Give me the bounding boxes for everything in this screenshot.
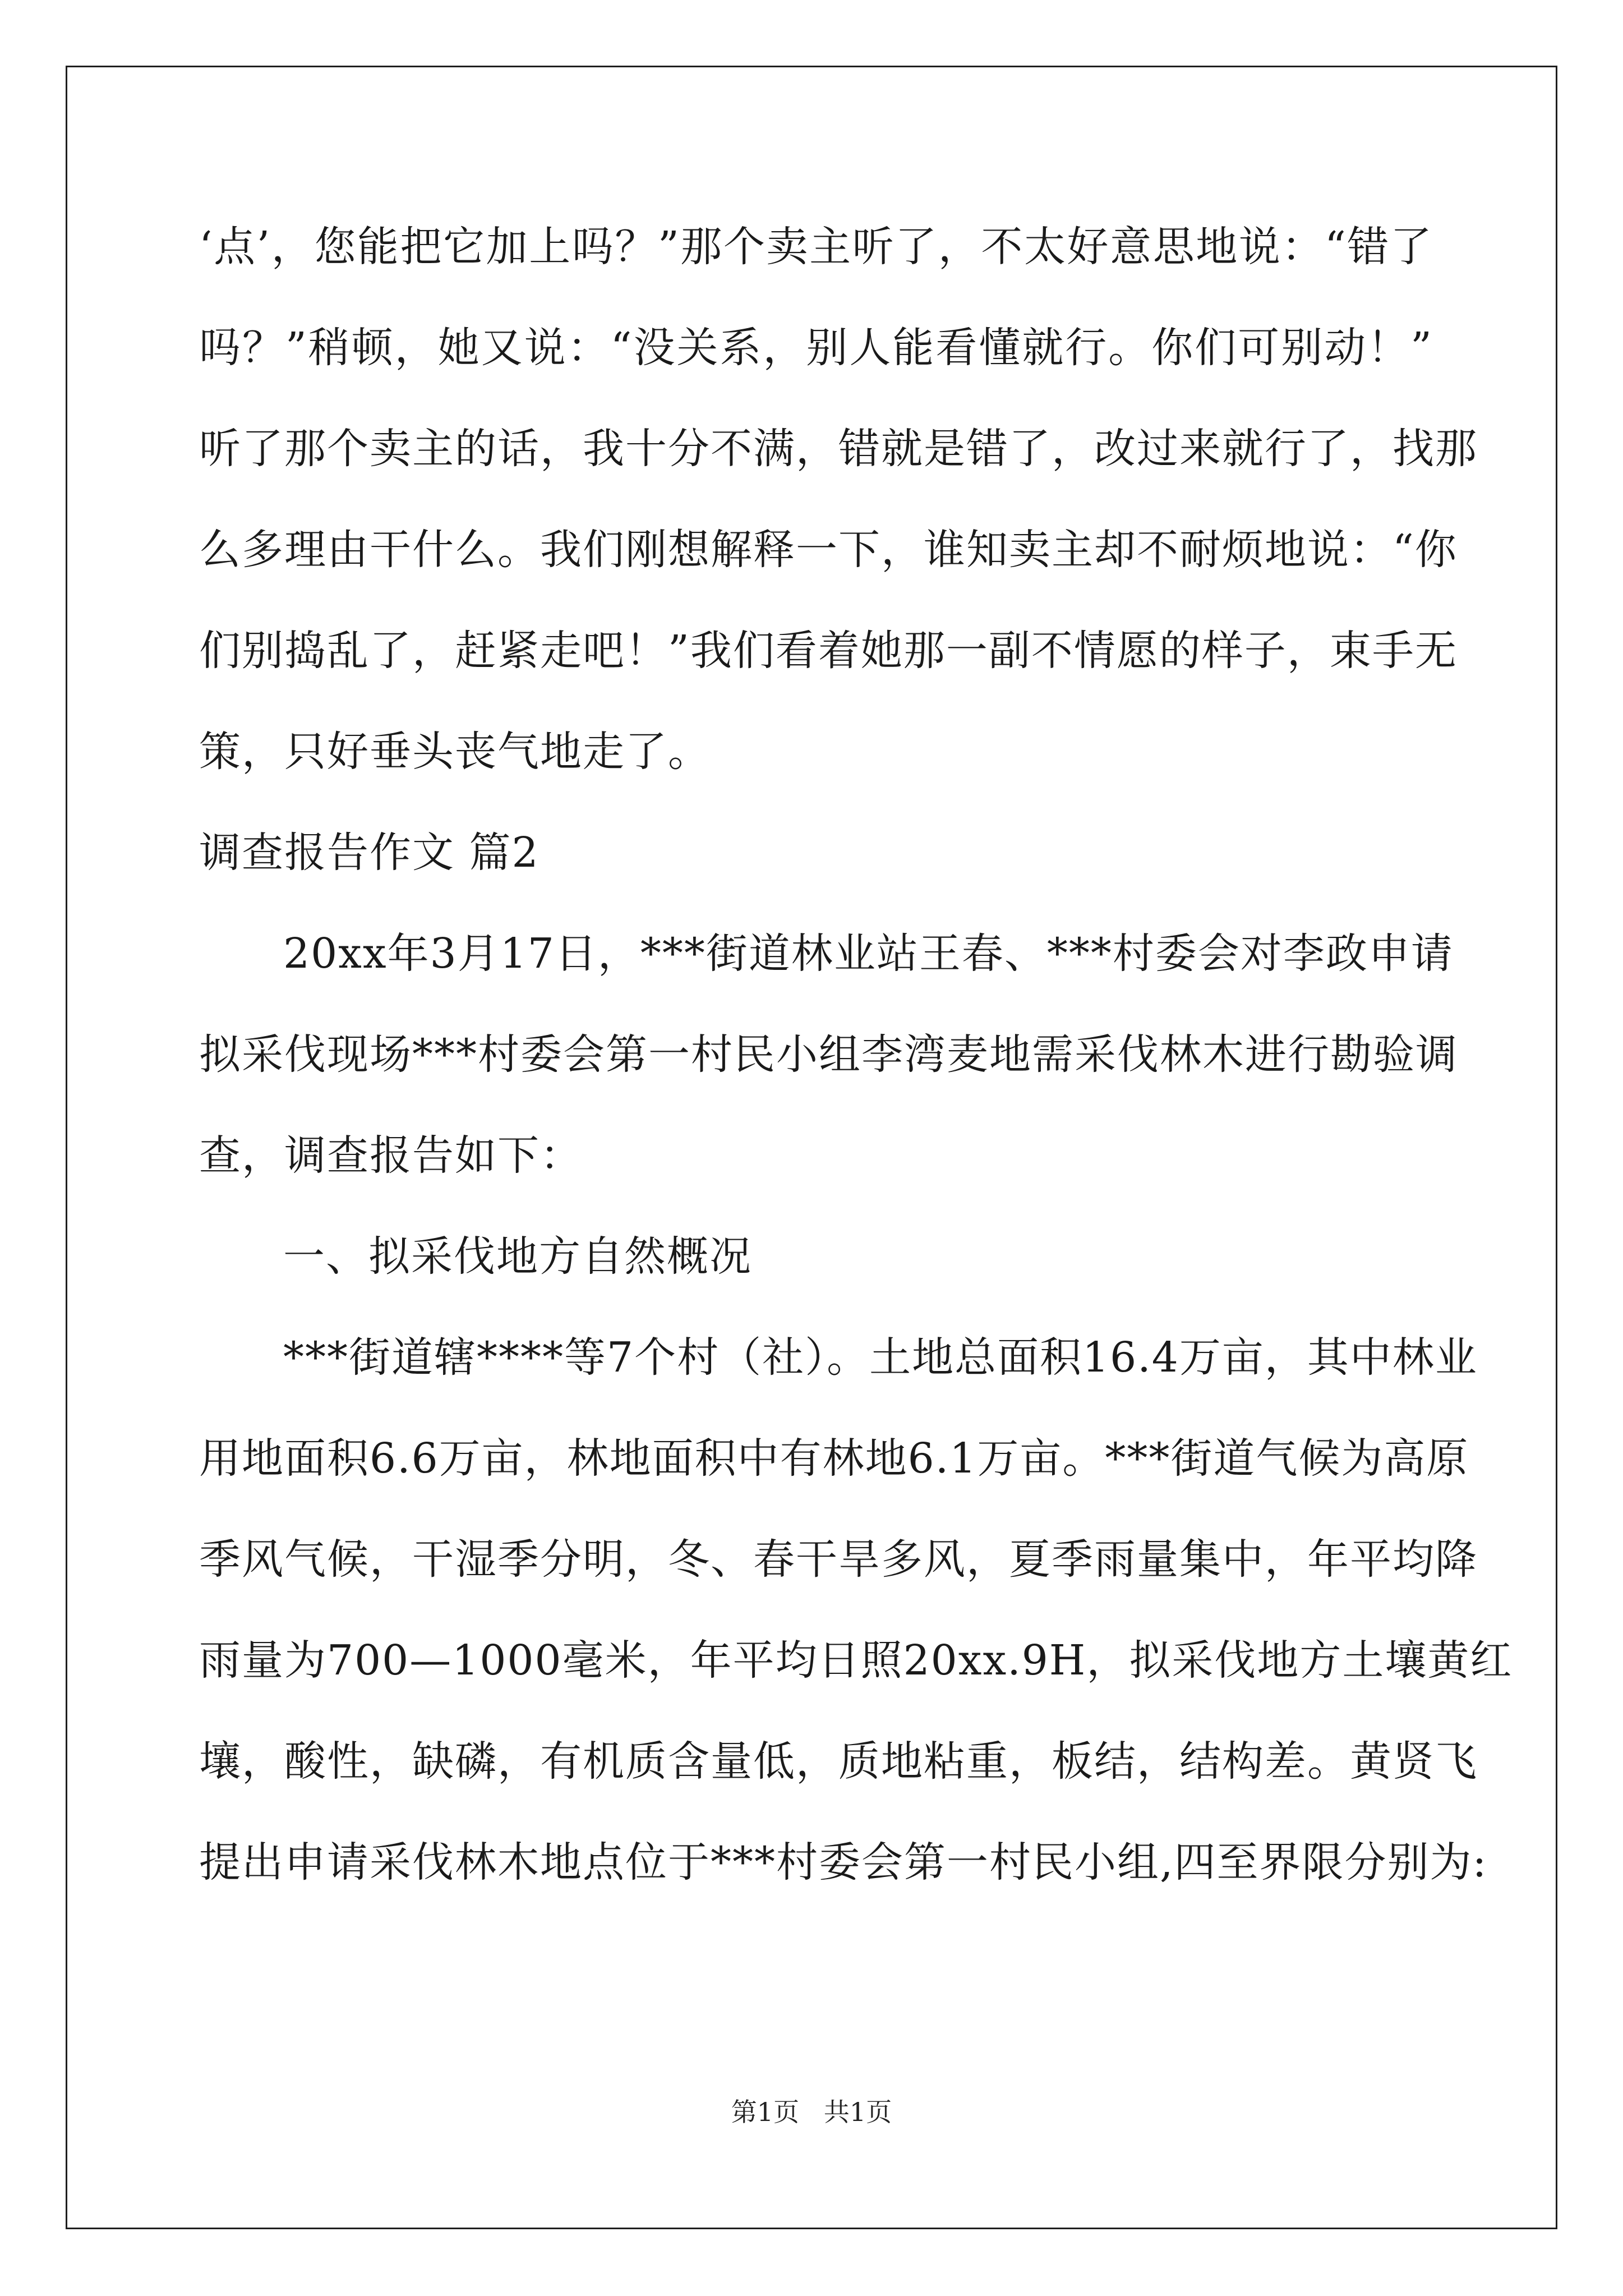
text-line: 策，只好垂头丧气地走了。 (199, 728, 711, 776)
text-line: ‘点’，您能把它加上吗？”那个卖主听了，不太好意思地说：“错了 (199, 223, 1433, 271)
text-line: 雨量为700—1000毫米，年平均日照20xx.9H，拟采伐地方土壤黄红 (199, 1636, 1513, 1685)
text-line: 20xx年3月17日，***街道林业站王春、***村委会对李政申请 (283, 930, 1454, 978)
text-line: ***街道辖****等7个村（社）。土地总面积16.4万亩，其中林业 (283, 1333, 1478, 1382)
text-line: 拟采伐现场***村委会第一村民小组李湾麦地需采伐林木进行勘验调 (199, 1030, 1458, 1079)
subheading: 一、拟采伐地方自然概况 (283, 1232, 752, 1281)
section-heading: 调查报告作文 篇2 (199, 829, 540, 877)
page-footer: 第1页 共1页 (731, 2097, 892, 2127)
text-line: 吗？”稍顿，她又说：“没关系，别人能看懂就行。你们可别动！” (199, 324, 1433, 372)
text-line: 提出申请采伐林木地点位于***村委会第一村民小组,四至界限分别为: (199, 1838, 1488, 1887)
text-line: 查，调查报告如下： (199, 1131, 583, 1180)
text-line: 听了那个卖主的话，我十分不满，错就是错了，改过来就行了，找那 (199, 425, 1478, 473)
text-line: 么多理由干什么。我们刚想解释一下，谁知卖主却不耐烦地说：“你 (199, 526, 1458, 574)
text-line: 们别捣乱了，赶紧走吧！”我们看着她那一副不情愿的样子，束手无 (199, 627, 1458, 675)
text-line: 壤，酸性，缺磷，有机质含量低，质地粘重，板结，结构差。黄贤飞 (199, 1737, 1478, 1786)
text-line: 季风气候，干湿季分明，冬、春干旱多风，夏季雨量集中，年平均降 (199, 1535, 1478, 1584)
text-line: 用地面积6.6万亩，林地面积中有林地6.1万亩。***街道气候为高原 (199, 1434, 1469, 1483)
